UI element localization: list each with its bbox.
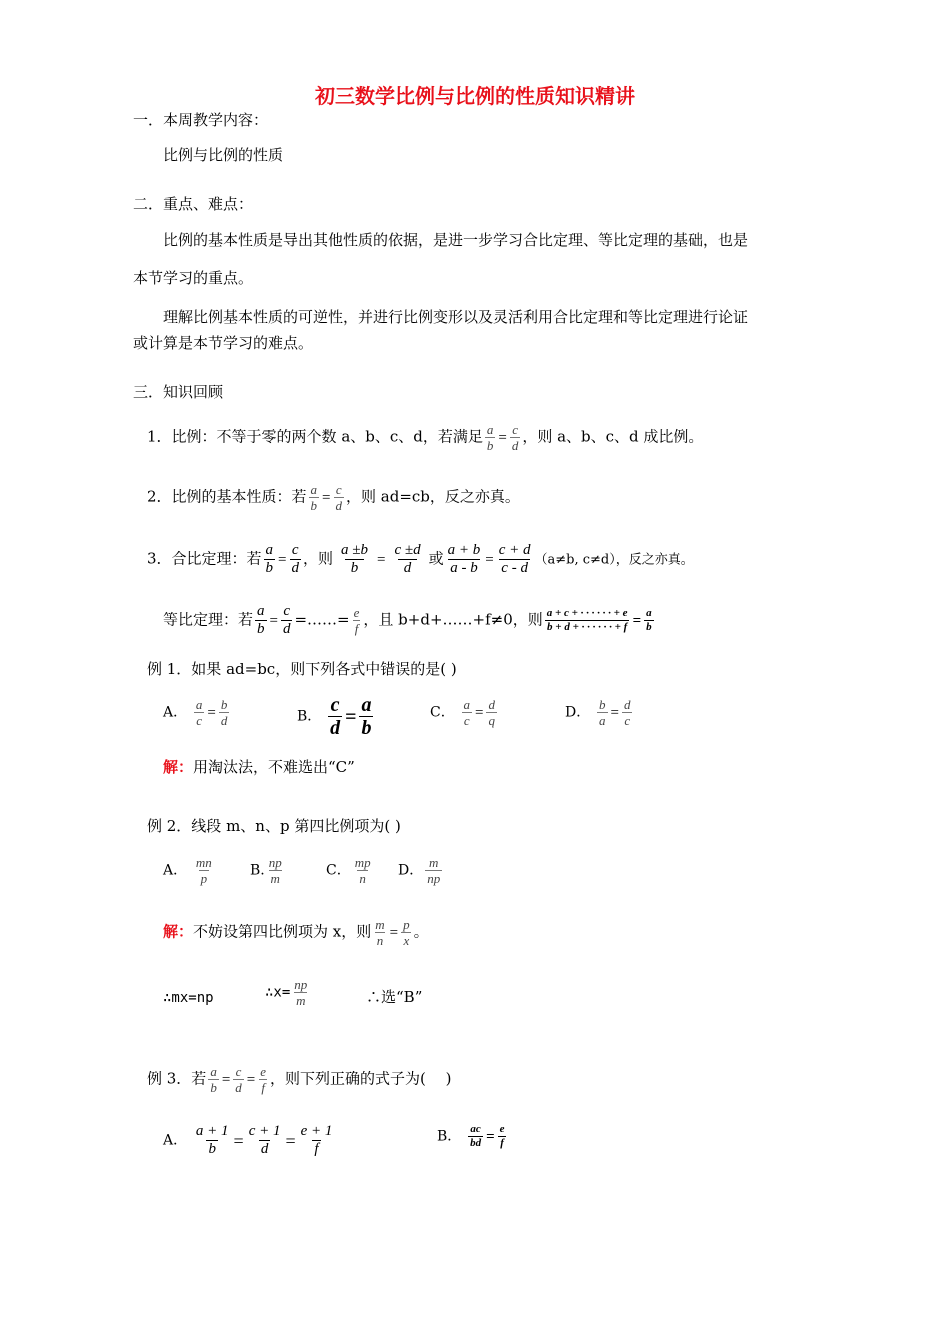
section2-para2-line1: 理解比例基本性质的可逆性，并进行比例变形以及灵活利用合比定理和等比定理进行论证: [163, 308, 749, 326]
fraction-e-over-f: $\frac{e}{f}$: [353, 605, 360, 636]
fraction-c-pm-d-over-d: $\frac{c \pm d}{d}$: [394, 542, 421, 576]
fraction-a-over-c: $\frac{a}{c}$: [463, 697, 470, 728]
fraction-d-over-q: $\frac{d}{q}$: [488, 697, 495, 728]
example3-option-a: A． $\frac{a + 1}{b}$ = $\frac{c + 1}{d}$ = $\frac{e + 1}{f}$: [163, 1123, 333, 1157]
ratio-definition-text: 1．比例：不等于零的两个数 a、b、c、d，若满足: [147, 427, 483, 446]
example1-question: 例 1．如果 ad=bc，则下列各式中错误的是( ): [147, 660, 457, 678]
example1-option-a: A． $\frac{a}{c}$ = $\frac{b}{d}$: [163, 697, 228, 728]
fraction-np-over-m: $\frac{np}{m}$: [268, 855, 282, 886]
addition-theorem-text: 3．合比定理：若: [147, 549, 262, 568]
fraction-mn-over-p: $\frac{mn}{p}$: [195, 855, 212, 886]
ratio-definition: 1．比例：不等于零的两个数 a、b、c、d，若满足 $\frac{a}{b}$ = $\frac{c}{d}$ ，则 a、b、c、d 成比例。: [147, 422, 704, 453]
fraction-ac-over-bd: $\frac{ac}{bd}$: [470, 1123, 482, 1149]
equal-ratio-text-mid: ，且 b+d+……+f≠0，则: [363, 610, 543, 629]
fraction-a-over-b: $\frac{a}{b}$: [646, 607, 652, 633]
fraction-a-over-b: $\frac{a}{b}$: [310, 482, 318, 513]
section2-para2-line2: 或计算是本节学习的难点。: [133, 334, 314, 352]
fraction-c-plus-1-over-d: $\frac{c + 1}{d}$: [248, 1123, 281, 1157]
fraction-a-over-b: $\frac{a}{b}$: [257, 603, 265, 637]
section2-para1-line1: 比例的基本性质是导出其他性质的依据，是进一步学习合比定理、等比定理的基础，也是: [163, 231, 749, 249]
solution-label: 解：: [163, 922, 194, 941]
fraction-e-over-f: $\frac{e}{f}$: [260, 1064, 267, 1095]
therefore-choose-b: ∴选“B”: [366, 988, 423, 1006]
example3-option-b: B． $\frac{ac}{bd}$ = $\frac{e}{f}$: [437, 1123, 505, 1149]
fraction-b-over-d: $\frac{b}{d}$: [220, 697, 228, 728]
example2-option-a: A． $\frac{mn}{p}$: [163, 855, 212, 886]
fraction-mp-over-n: $\frac{mp}{n}$: [354, 855, 371, 886]
fraction-a-plus-1-over-b: $\frac{a + 1}{b}$: [195, 1123, 229, 1157]
solution-text: 不妨设第四比例项为 x，则: [193, 922, 372, 941]
example1-option-d: D． $\frac{b}{a}$ = $\frac{d}{c}$: [565, 697, 631, 728]
fraction-a-plus-b-over-a-minus-b: $\frac{a + b}{a - b}$: [447, 542, 481, 576]
example2-option-b: B. $\frac{np}{m}$: [250, 855, 282, 886]
fraction-c-over-d: $\frac{c}{d}$: [282, 603, 291, 637]
example3-question: 例 3．若 $\frac{a}{b}$ = $\frac{c}{d}$ = $\frac{e}{f}$ ，则下列正确的式子为( ): [147, 1064, 452, 1095]
fraction-e-plus-1-over-f: $\frac{e + 1}{f}$: [300, 1123, 333, 1157]
fraction-sum-ratio: $\frac{a + c + \cdot \cdot \cdot \cdot \cdot \cdot + e}{b + d + \cdot \cdot \cdot \cdot \cdot \cdot + f}$: [546, 607, 628, 633]
ratio-definition-text-end: ，则 a、b、c、d 成比例。: [522, 427, 704, 446]
therefore-x-value: ∴x= $\frac{np}{m}$: [265, 977, 308, 1008]
section2-para1-line2: 本节学习的重点。: [133, 269, 254, 287]
fraction-np-over-m: $\frac{np}{m}$: [294, 977, 308, 1008]
fraction-a-over-b: $\frac{a}{b}$: [361, 694, 372, 739]
fraction-a-over-b: $\frac{a}{b}$: [486, 422, 494, 453]
addition-theorem-text-end: （a≠b, c≠d），反之亦真。: [534, 552, 694, 568]
fraction-a-over-c: $\frac{a}{c}$: [195, 697, 203, 728]
fraction-a-over-b: $\frac{a}{b}$: [210, 1064, 217, 1095]
section1-heading: 一．本周教学内容：: [133, 111, 269, 129]
fraction-c-over-d: $\frac{c}{d}$: [330, 694, 341, 739]
equal-ratio-theorem: 等比定理：若 $\frac{a}{b}$ = $\frac{c}{d}$ =……= $\frac{e}{f}$ ，且 b+d+……+f≠0，则 $\frac{a + c + \cdot \cdot \cdot \cdot \cdot \cdot + e}{b + d + \cdot \cdot \cdot \cdot \cdot \cdot + f}$ = $\frac{a}{b}$: [163, 603, 652, 637]
fraction-c-over-d: $\frac{c}{d}$: [291, 542, 300, 576]
fraction-a-pm-b-over-b: $\frac{a \pm b}{b}$: [341, 542, 369, 576]
example3-question-text: 例 3．若: [147, 1069, 207, 1088]
example2-solution: 解：不妨设第四比例项为 x，则 $\frac{m}{n}$ = $\frac{p}{x}$ 。: [163, 917, 429, 948]
fraction-e-over-f: $\frac{e}{f}$: [499, 1123, 505, 1149]
therefore-mx-np: ∴mx=np: [163, 990, 214, 1006]
example2-option-d: D． $\frac{m}{np}$: [398, 855, 441, 886]
fraction-d-over-c: $\frac{d}{c}$: [623, 697, 631, 728]
solution-text: 用淘汰法，不难选出“C”: [193, 758, 355, 776]
basic-property-text-end: ，则 ad=cb，反之亦真。: [346, 487, 520, 506]
fraction-m-over-np: $\frac{m}{np}$: [427, 855, 441, 886]
section1-content: 比例与比例的性质: [163, 146, 284, 164]
example1-option-c: C． $\frac{a}{c}$ = $\frac{d}{q}$: [430, 697, 495, 728]
example1-solution: [163, 757, 355, 777]
fraction-b-over-a: $\frac{b}{a}$: [599, 697, 606, 728]
basic-property: 2．比例的基本性质：若 $\frac{a}{b}$ = $\frac{c}{d}$ ，则 ad=cb，反之亦真。: [147, 482, 520, 513]
fraction-a-over-b: $\frac{a}{b}$: [265, 542, 274, 576]
solution-label: 解：: [163, 758, 194, 776]
example2-question: 例 2．线段 m、n、p 第四比例项为( ): [147, 817, 401, 835]
fraction-c-over-d: $\frac{c}{d}$: [511, 422, 519, 453]
page-title: 初三数学比例与比例的性质知识精讲: [315, 84, 635, 108]
section3-heading: 三．知识回顾: [133, 383, 224, 401]
fraction-c-over-d: $\frac{c}{d}$: [235, 1064, 242, 1095]
section2-heading: 二．重点、难点：: [133, 195, 254, 213]
addition-theorem: 3．合比定理：若 $\frac{a}{b}$ = $\frac{c}{d}$ ，则 $\frac{a \pm b}{b}$ = $\frac{c \pm d}{d}$ 或 $\frac{a + b}{a - b}$ = $\frac{c + d}{c - d}$ （a≠b, c≠d），反之亦真。: [147, 542, 694, 576]
example2-option-c: C． $\frac{mp}{n}$: [326, 855, 371, 886]
fraction-p-over-x: $\frac{p}{x}$: [403, 917, 410, 948]
example1-option-b: B． $\frac{c}{d}$ = $\frac{a}{b}$: [297, 694, 372, 739]
fraction-m-over-n: $\frac{m}{n}$: [375, 917, 385, 948]
example3-question-text-end: ，则下列正确的式子为( ): [270, 1069, 452, 1088]
equal-ratio-text: 等比定理：若: [163, 610, 254, 629]
fraction-c-over-d: $\frac{c}{d}$: [335, 482, 343, 513]
fraction-c-plus-d-over-c-minus-d: $\frac{c + d}{c - d}$: [498, 542, 531, 576]
basic-property-text: 2．比例的基本性质：若: [147, 487, 307, 506]
